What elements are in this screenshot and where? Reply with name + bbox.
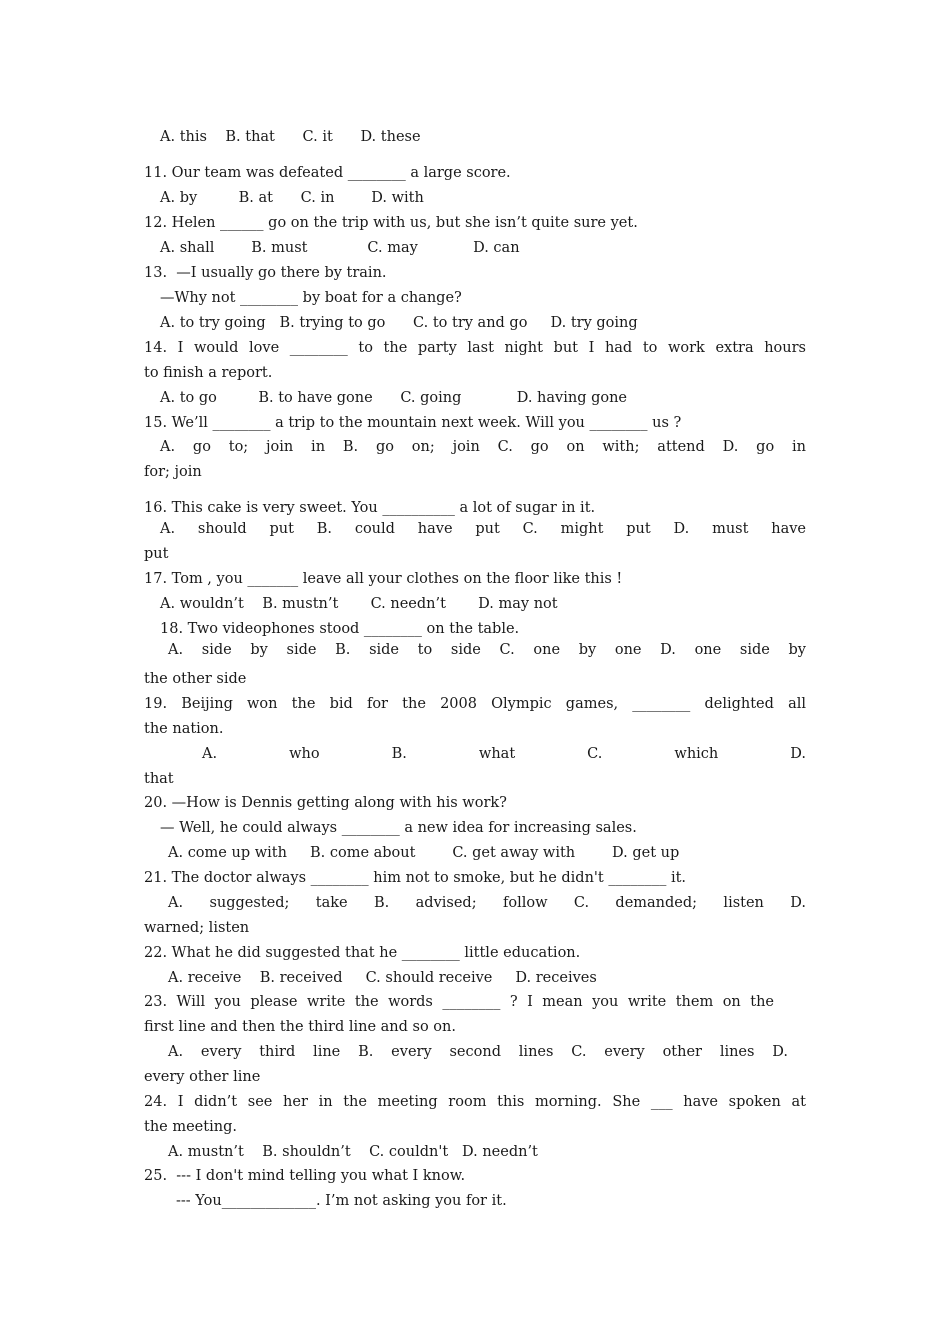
q14-stem-line2: to finish a report.	[144, 365, 273, 381]
q16-options-line2: put	[144, 546, 169, 562]
q15-options-line2: for; join	[144, 464, 202, 480]
q14-stem: 14. I would love ________ to the party last night but I had to work extra hours	[144, 340, 806, 356]
q21-options-line2: warned; listen	[144, 920, 250, 936]
q23-options: A. every third line B. every second lines C. every other lines D.	[168, 1044, 788, 1060]
q21-options: A. suggested; take B. advised; follow C. demanded; listen D.	[168, 895, 806, 911]
q15-stem: 15. We’ll ________ a trip to the mountain next week. Will you ________ us ?	[144, 415, 682, 431]
q13-stem-line2: —Why not ________ by boat for a change?	[160, 290, 462, 306]
q18-options: A. side by side B. side to side C. one by one D. one side by	[168, 642, 806, 658]
q23-options-line2: every other line	[144, 1069, 261, 1085]
q18-stem: 18. Two videophones stood ________ on the table.	[160, 621, 520, 637]
q22-options: A. receive B. received C. should receive D. receives	[168, 970, 597, 986]
q14-options: A. to go B. to have gone C. going D. having gone	[160, 390, 628, 406]
q23-stem: 23. Will you please write the words ________ ? I mean you write them on the	[144, 994, 774, 1010]
q20-stem: 20. —How is Dennis getting along with his work?	[144, 795, 507, 811]
q18-options-line2: the other side	[144, 671, 247, 687]
q24-stem: 24. I didn’t see her in the meeting room this morning. She ___ have spoken at	[144, 1094, 806, 1110]
q16-options: A. should put B. could have put C. might put D. must have	[160, 521, 806, 537]
q19-stem-line2: the nation.	[144, 721, 224, 737]
q12-options: A. shall B. must C. may D. can	[160, 240, 520, 256]
q17-options: A. wouldn’t B. mustn’t C. needn’t D. may not	[160, 596, 558, 612]
q13-options: A. to try going B. trying to go C. to try and go D. try going	[160, 315, 638, 331]
q19-options-line2: that	[144, 771, 174, 787]
q22-stem: 22. What he did suggested that he ________ little education.	[144, 945, 581, 961]
q24-options: A. mustn’t B. shouldn’t C. couldn't D. needn’t	[168, 1144, 538, 1160]
q16-stem: 16. This cake is very sweet. You __________ a lot of sugar in it.	[144, 500, 596, 516]
q15-options: A. go to; join in B. go on; join C. go on with; attend D. go in	[160, 439, 806, 455]
q20-stem-line2: — Well, he could always ________ a new idea for increasing sales.	[160, 820, 637, 836]
q25-stem: 25. --- I don't mind telling you what I know.	[144, 1168, 466, 1184]
q23-stem-line2: first line and then the third line and so on.	[144, 1019, 456, 1035]
q25-stem-line2: --- You_____________. I’m not asking you for it.	[176, 1193, 507, 1209]
q20-options: A. come up with B. come about C. get away with D. get up	[168, 845, 680, 861]
q21-stem: 21. The doctor always ________ him not to smoke, but he didn't ________ it.	[144, 870, 687, 886]
q10-options: A. this B. that C. it D. these	[160, 129, 421, 145]
q17-stem: 17. Tom , you _______ leave all your clothes on the floor like this !	[144, 571, 623, 587]
q11-options: A. by B. at C. in D. with	[160, 190, 424, 206]
q12-stem: 12. Helen ______ go on the trip with us, but she isn’t quite sure yet.	[144, 215, 638, 231]
q24-stem-line2: the meeting.	[144, 1119, 237, 1135]
q19-stem: 19. Beijing won the bid for the 2008 Olympic games, ________ delighted all	[144, 696, 806, 712]
q13-stem: 13. —I usually go there by train.	[144, 265, 387, 281]
q11-stem: 11. Our team was defeated ________ a large score.	[144, 165, 511, 181]
q19-options: A. who B. what C. which D.	[202, 746, 806, 762]
